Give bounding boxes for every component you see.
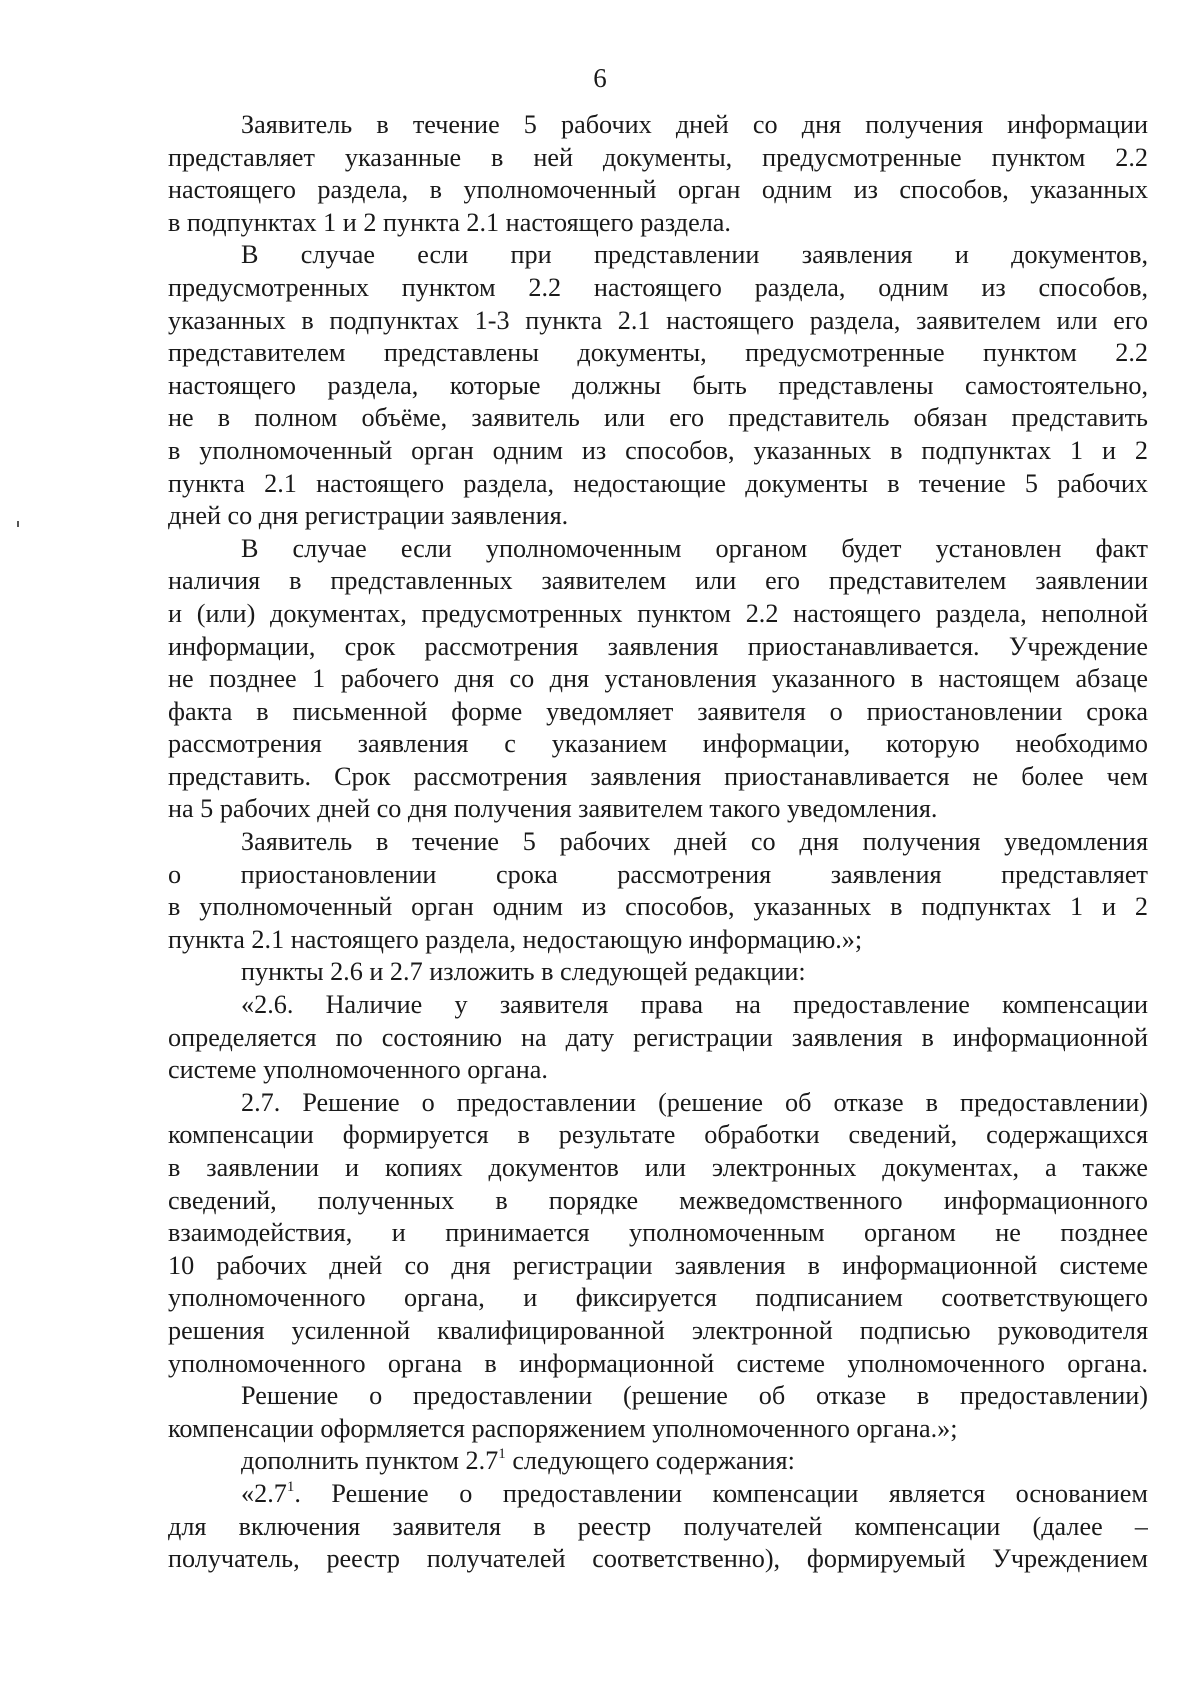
text-line [168,1380,1148,1413]
text-line [168,1250,1148,1283]
text-line [168,174,1148,207]
text-line [168,956,1148,989]
text-line-content: Заявитель в течение 5 рабочих дней со дня получения информации [241,110,1148,139]
text-line-content: не позднее 1 рабочего дня со дня установления указанного в настоящем абзаце [168,664,1148,694]
text-line [168,631,1148,664]
text-line [168,663,1148,696]
text-line-content: пункты 2.6 и 2.7 изложить в следующей редакции: [241,957,806,987]
text-line-content: информации, срок рассмотрения заявления приостанавливается. Учреждение [168,631,1148,661]
text-line-content: рассмотрения заявления с указанием информации, которую необходимо [168,729,1148,759]
text-line-content: системе уполномоченного органа. [168,1055,548,1085]
text-line-content: для включения заявителя в реестр получателей компенсации (далее – [168,1511,1148,1541]
text-line-content: 2.7. Решение о предоставлении (решение об отказе в предоставлении) [241,1087,1148,1117]
text-line-content: решения усиленной квалифицированной электронной подписью руководителя [168,1315,1148,1345]
text-line-content: дней со дня регистрации заявления. [168,501,569,531]
text-line-content: в уполномоченный орган одним из способов, указанных в подпунктах 1 и 2 [168,435,1148,465]
text-line [168,793,1148,826]
text-line-content: не в полном объёме, заявитель или его представитель обязан представить [168,403,1148,433]
text-line-content: «2.7 [241,1478,287,1508]
text-line-content: о приостановлении срока рассмотрения заявления представляет [168,859,1148,889]
text-line-content: предусмотренных пунктом 2.2 настоящего раздела, одним из способов, [168,272,1148,302]
text-line [168,272,1148,305]
superscript: 1 [498,1446,506,1463]
text-line [168,500,1148,533]
text-line-content: в заявлении и копиях документов или электронных документах, а также [168,1153,1148,1182]
text-line-content: уполномоченного органа, и фиксируется подписанием соответствующего [168,1283,1148,1313]
text-line [168,435,1148,468]
text-line [168,1185,1148,1218]
text-line [168,1282,1148,1315]
text-line-content: компенсации оформляется распоряжением уполномоченного органа.»; [168,1413,958,1443]
text-line [168,1119,1148,1152]
margin-mark [17,521,19,527]
text-line-content: пункта 2.1 настоящего раздела, недостающие документы в течение 5 рабочих [168,468,1148,498]
text-line [168,1478,1148,1511]
text-line-continuation: . Решение о предоставлении компенсации является основанием [294,1478,1148,1508]
text-line-continuation: следующего содержания: [505,1446,795,1476]
text-line-content: 10 рабочих дней со дня регистрации заявления в информационной системе [168,1250,1148,1280]
text-line [168,207,1148,240]
text-line [168,305,1148,338]
text-line-content: уполномоченного органа в информационной системе уполномоченного органа. [168,1348,1148,1378]
text-line-content: «2.6. Наличие у заявителя права на предоставление компенсации [241,990,1148,1020]
text-line [168,370,1148,403]
text-line-content: настоящего раздела, в уполномоченный орган одним из способов, указанных [168,175,1148,205]
text-line-content: определяется по состоянию на дату регистрации заявления в информационной [168,1022,1148,1052]
text-line-content: наличия в представленных заявителем или его представителем заявлении [168,566,1148,596]
text-line [168,1152,1148,1185]
text-line [168,891,1148,924]
text-line-content: дополнить пунктом 2.7 [241,1446,499,1476]
text-line-content: В случае если при представлении заявления и документов, [241,240,1148,270]
text-line-content: пункта 2.1 настоящего раздела, недостающую информацию.»; [168,924,863,954]
text-line [168,989,1148,1022]
text-line [168,109,1148,142]
text-line [168,533,1148,566]
text-line [168,728,1148,761]
text-line-content: на 5 рабочих дней со дня получения заявителем такого уведомления. [168,794,938,824]
text-line-content: взаимодействия, и принимается уполномоченным органом не позднее [168,1218,1148,1248]
text-line [168,1543,1148,1576]
text-line [168,859,1148,892]
text-line [168,1217,1148,1250]
text-line-content: представляет указанные в ней документы, предусмотренные пунктом 2.2 [168,142,1148,172]
text-line-content: и (или) документах, предусмотренных пунктом 2.2 настоящего раздела, неполной [168,598,1148,628]
text-line [168,826,1148,859]
text-line [168,337,1148,370]
text-line-content: Заявитель в течение 5 рабочих дней со дня получения уведомления [241,827,1148,857]
superscript: 1 [286,1478,295,1495]
text-line [168,1348,1148,1381]
text-line [168,696,1148,729]
text-line [168,239,1148,272]
text-line [168,598,1148,631]
text-line-content: представить. Срок рассмотрения заявления приостанавливается не более чем [168,761,1148,791]
text-line-content: сведений, полученных в порядке межведомственного информационного [168,1185,1148,1215]
text-line [168,142,1148,175]
text-line-content: компенсации формируется в результате обработки сведений, содержащихся [168,1120,1148,1150]
text-line [168,761,1148,794]
document-body [168,109,1148,1576]
text-line-content: указанных в подпунктах 1-3 пункта 2.1 настоящего раздела, заявителем или его [168,305,1148,335]
text-line [168,1413,1148,1446]
text-line [168,402,1148,435]
text-line [168,1511,1148,1544]
text-line-content: Решение о предоставлении (решение об отказе в предоставлении) [241,1381,1148,1411]
text-line-content: В случае если уполномоченным органом будет установлен факт [241,533,1148,563]
text-line [168,1054,1148,1087]
text-line [168,1022,1148,1055]
text-line [168,468,1148,501]
text-line-content: факта в письменной форме уведомляет заявителя о приостановлении срока [168,696,1148,726]
text-line [168,1087,1148,1120]
page-number: 6 [593,63,607,93]
text-line [168,924,1148,957]
text-line [168,1315,1148,1348]
text-line-content: настоящего раздела, которые должны быть представлены самостоятельно, [168,370,1148,400]
text-line-content: в уполномоченный орган одним из способов, указанных в подпунктах 1 и 2 [168,892,1148,922]
text-line-content: представителем представлены документы, предусмотренные пунктом 2.2 [168,338,1148,368]
text-line [168,1445,1148,1478]
text-line-content: получатель, реестр получателей соответственно), формируемый Учреждением [168,1544,1148,1574]
text-line [168,565,1148,598]
text-line-content: в подпунктах 1 и 2 пункта 2.1 настоящего раздела. [168,207,731,237]
